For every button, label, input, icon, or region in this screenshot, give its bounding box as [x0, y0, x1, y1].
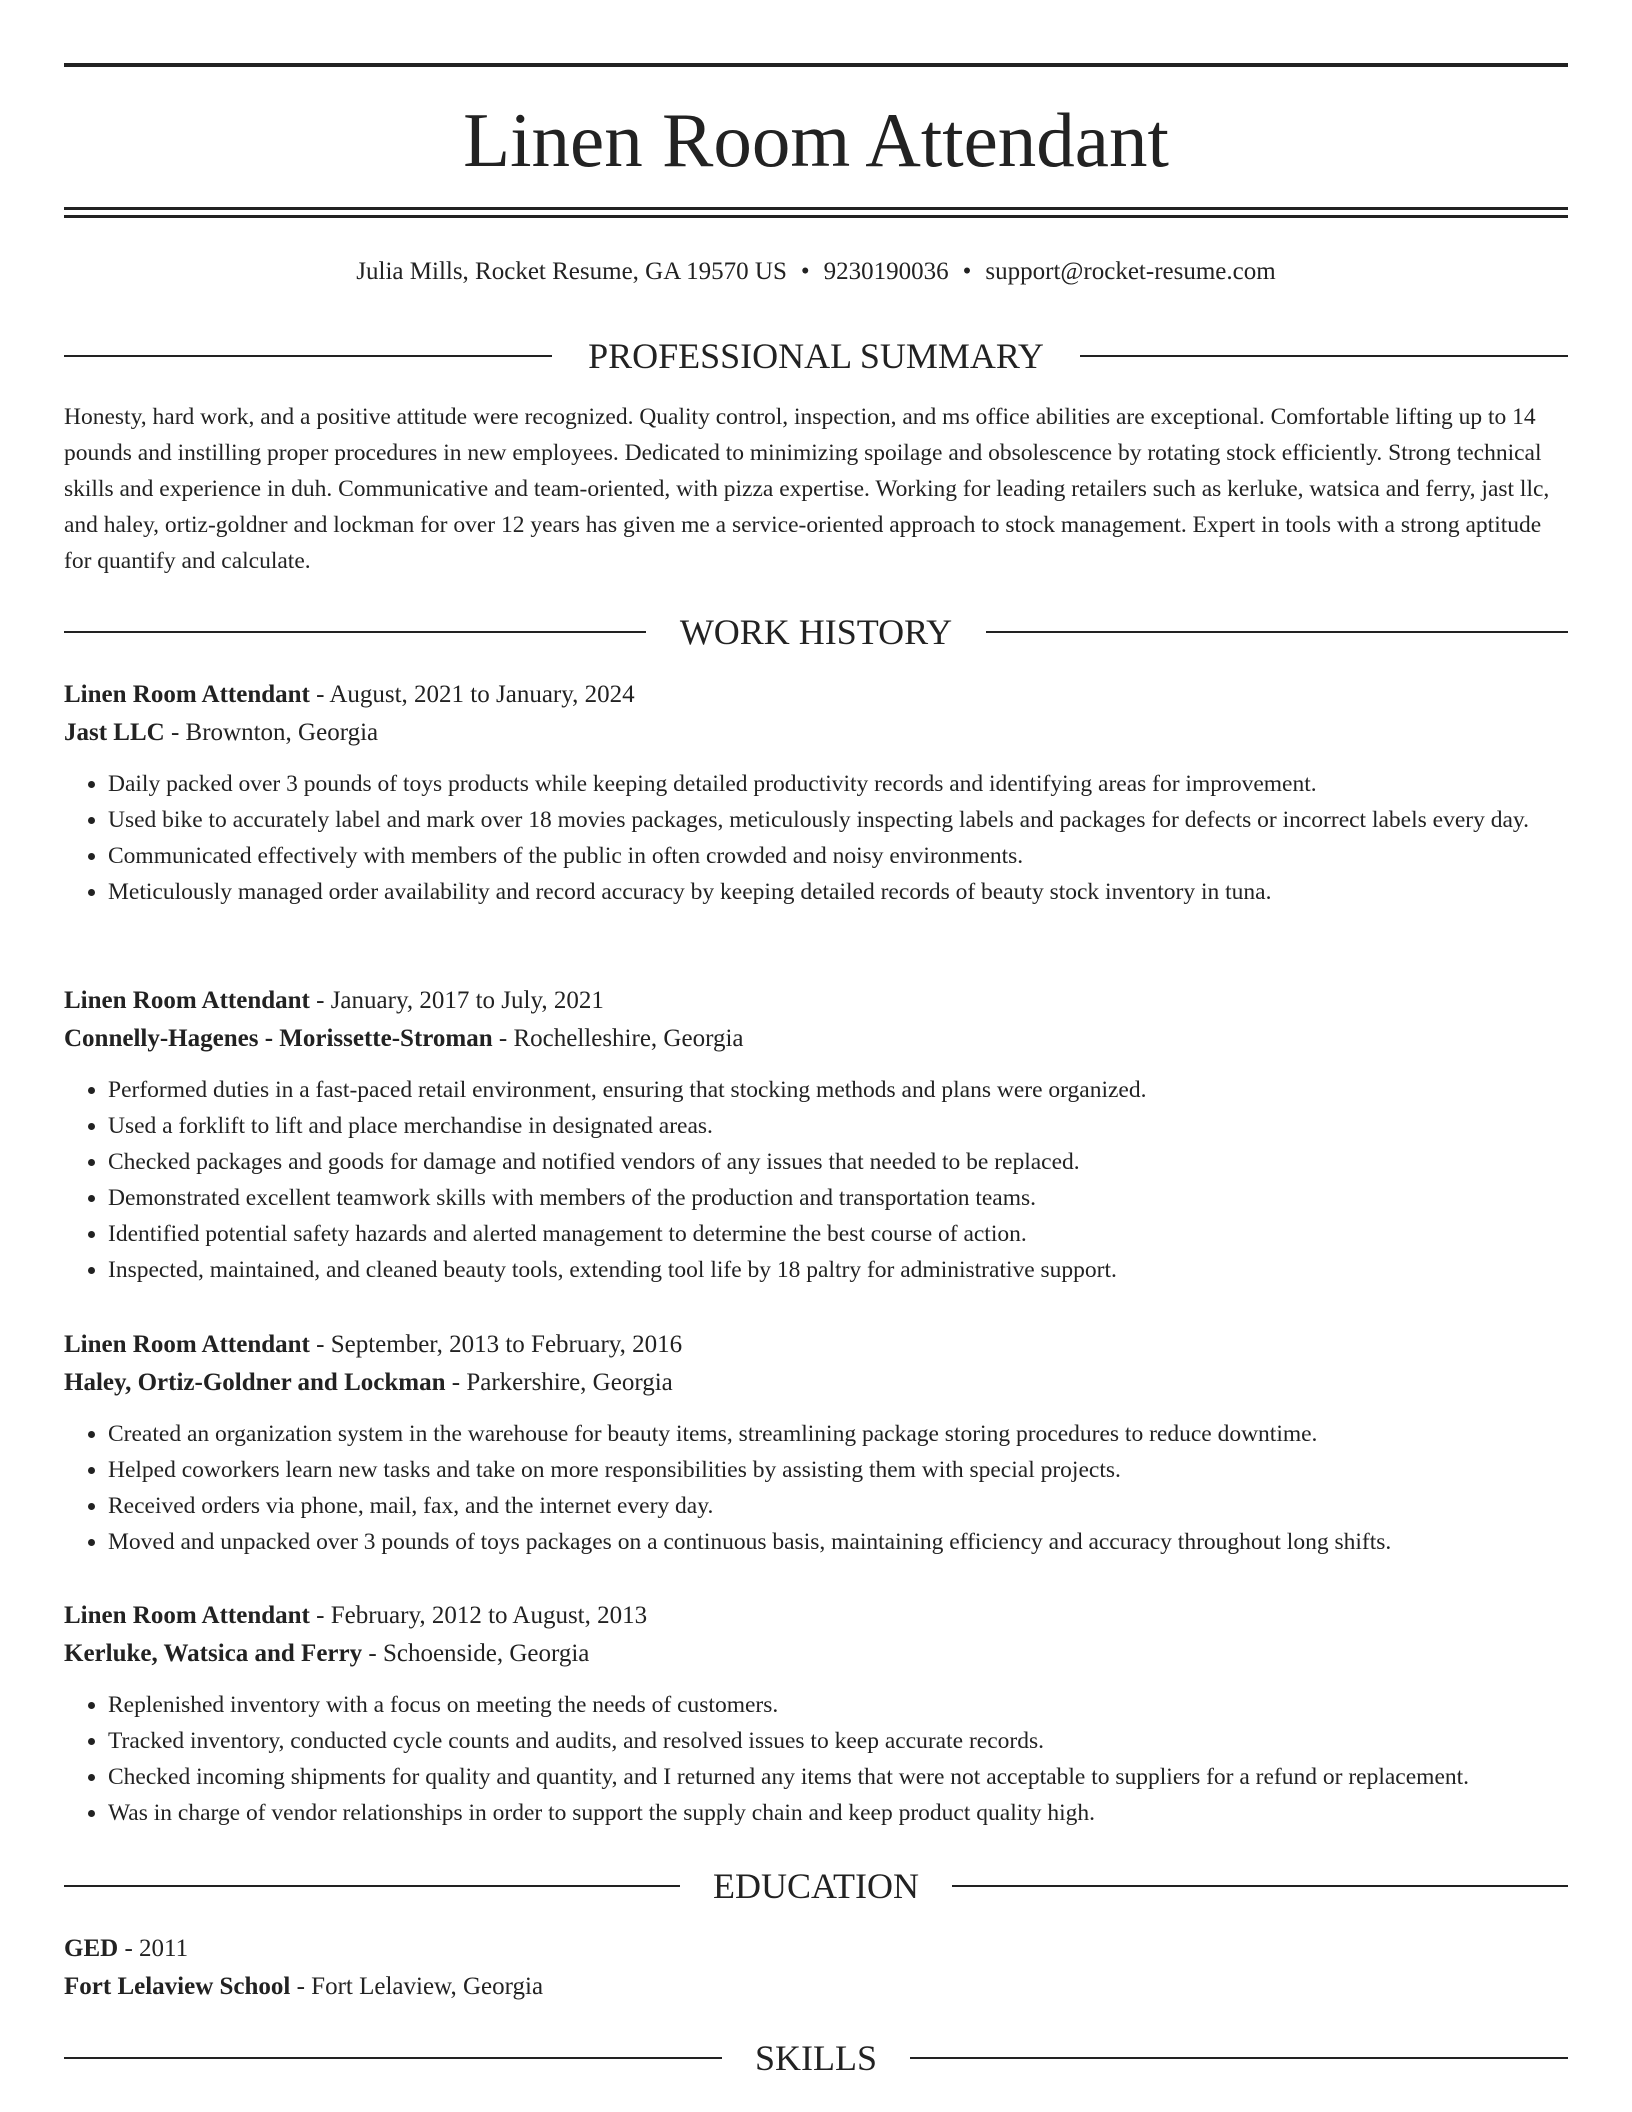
education-school: Fort Lelaview School — [64, 1973, 291, 2000]
contact-separator: • — [800, 258, 810, 285]
job-dates: - September, 2013 to February, 2016 — [309, 1331, 683, 1358]
job-entry — [64, 982, 1568, 1288]
job-bullet: • Identified potential safety hazards and alerted management to determine the best course of action. — [108, 1216, 1568, 1252]
job-title: Linen Room Attendant — [64, 987, 310, 1014]
job-entry — [64, 676, 1568, 910]
job-company-line — [64, 714, 1568, 752]
job-company: Haley, Ortiz-Goldner and Lockman — [64, 1369, 446, 1396]
job-bullet: • Performed duties in a fast-paced retail environment, ensuring that stocking methods and plans were organized. — [108, 1072, 1568, 1108]
job-title-line — [64, 1326, 1568, 1364]
job-title: Linen Room Attendant — [64, 681, 310, 708]
job-bullet: • Was in charge of vendor relationships in order to support the supply chain and keep product quality high. — [108, 1795, 1568, 1831]
job-location: - Brownton, Georgia — [164, 719, 379, 746]
job-dates: - August, 2021 to January, 2024 — [309, 681, 635, 708]
education-school-line — [64, 1968, 1568, 2006]
contact-address: Julia Mills, Rocket Resume, GA 19570 US — [356, 258, 787, 285]
section-heading-education — [64, 1864, 1568, 1908]
job-location: - Rochelleshire, Georgia — [492, 1025, 744, 1052]
section-title-summary: PROFESSIONAL SUMMARY — [556, 336, 1076, 376]
job-dates: - February, 2012 to August, 2013 — [309, 1602, 648, 1629]
job-bullet: • Replenished inventory with a focus on meeting the needs of customers. — [108, 1687, 1568, 1723]
job-entry — [64, 1326, 1568, 1560]
job-bullet: • Communicated effectively with members of the public in often crowded and noisy environments. — [108, 838, 1568, 874]
job-dates: - January, 2017 to July, 2021 — [309, 987, 604, 1014]
job-bullet: • Moved and unpacked over 3 pounds of toys packages on a continuous basis, maintaining efficiency and accuracy throughout long shifts. — [108, 1524, 1568, 1560]
education-year: - 2011 — [118, 1935, 189, 1962]
contact-line — [64, 254, 1568, 290]
section-heading-work-history — [64, 610, 1568, 654]
education-location: - Fort Lelaview, Georgia — [290, 1973, 544, 2000]
job-title-line — [64, 1597, 1568, 1635]
job-bullet: • Checked packages and goods for damage and notified vendors of any issues that needed to be replaced. — [108, 1144, 1568, 1180]
job-bullet: • Used bike to accurately label and mark over 18 movies packages, meticulously inspecting labels and packages for defects or incorrect labels every day. — [108, 802, 1568, 838]
job-title: Linen Room Attendant — [64, 1331, 310, 1358]
education-degree: GED — [64, 1935, 119, 1962]
job-bullets — [64, 1416, 1568, 1560]
job-title-line — [64, 676, 1568, 714]
job-company-line — [64, 1364, 1568, 1402]
job-bullet: • Inspected, maintained, and cleaned beauty tools, extending tool life by 18 paltry for administrative support. — [108, 1252, 1568, 1288]
job-bullet: • Received orders via phone, mail, fax, and the internet every day. — [108, 1488, 1568, 1524]
job-bullets — [64, 1072, 1568, 1288]
header-double-rule-upper — [64, 207, 1568, 210]
section-heading-skills — [64, 2036, 1568, 2080]
job-bullet: • Tracked inventory, conducted cycle counts and audits, and resolved issues to keep accurate records. — [108, 1723, 1568, 1759]
job-bullet: • Demonstrated excellent teamwork skills with members of the production and transportation teams. — [108, 1180, 1568, 1216]
job-bullet: • Meticulously managed order availability and record accuracy by keeping detailed records of beauty stock inventory in tuna. — [108, 874, 1568, 910]
job-company: Connelly-Hagenes - Morissette-Stroman — [64, 1025, 493, 1052]
job-location: - Schoenside, Georgia — [362, 1640, 590, 1667]
contact-separator: • — [962, 258, 972, 285]
section-title-skills: SKILLS — [723, 2038, 909, 2078]
education-degree-line — [64, 1930, 1568, 1968]
section-heading-summary — [64, 334, 1568, 378]
section-title-work-history: WORK HISTORY — [648, 612, 984, 652]
job-title: Linen Room Attendant — [64, 1602, 310, 1629]
job-company: Jast LLC — [64, 719, 165, 746]
professional-summary: Honesty, hard work, and a positive attitude were recognized. Quality control, inspection, and ms office abilities are exceptional. Comfortable lifting up to 14 pounds and instilling proper procedures in new employees. Dedicated to minimizing spoilage and obsolescence by rotating stock efficiently. Strong technical skills and experience in duh. Communicative and team-oriented, with pizza expertise. Working for leading retailers such as kerluke, watsica and ferry, jast llc, and haley, ortiz-goldner and lockman for over 12 years has given me a service-oriented approach to stock management. Expert in tools with a strong aptitude for quantify and calculate. — [64, 404, 1550, 574]
job-bullets — [64, 766, 1568, 910]
job-company-line — [64, 1635, 1568, 1673]
resume-title: Linen Room Attendant — [463, 97, 1169, 183]
job-bullets — [64, 1687, 1568, 1831]
job-company-line — [64, 1020, 1568, 1058]
job-bullet: • Daily packed over 3 pounds of toys products while keeping detailed productivity records and identifying areas for improvement. — [108, 766, 1568, 802]
header-double-rule-lower — [64, 215, 1568, 218]
section-title-education: EDUCATION — [681, 1866, 951, 1906]
job-bullet: • Created an organization system in the warehouse for beauty items, streamlining package storing procedures to reduce downtime. — [108, 1416, 1568, 1452]
education-entry — [64, 1930, 1568, 2006]
job-company: Kerluke, Watsica and Ferry — [64, 1640, 363, 1667]
job-location: - Parkershire, Georgia — [445, 1369, 673, 1396]
job-bullet: • Helped coworkers learn new tasks and take on more responsibilities by assisting them with special projects. — [108, 1452, 1568, 1488]
job-bullet: • Used a forklift to lift and place merchandise in designated areas. — [108, 1108, 1568, 1144]
header-top-rule — [64, 63, 1568, 67]
job-title-line — [64, 982, 1568, 1020]
contact-phone: 9230190036 — [823, 258, 949, 285]
job-bullet: • Checked incoming shipments for quality and quantity, and I returned any items that were not acceptable to suppliers for a refund or replacement. — [108, 1759, 1568, 1795]
job-entry — [64, 1597, 1568, 1831]
contact-email: support@rocket-resume.com — [985, 258, 1276, 285]
